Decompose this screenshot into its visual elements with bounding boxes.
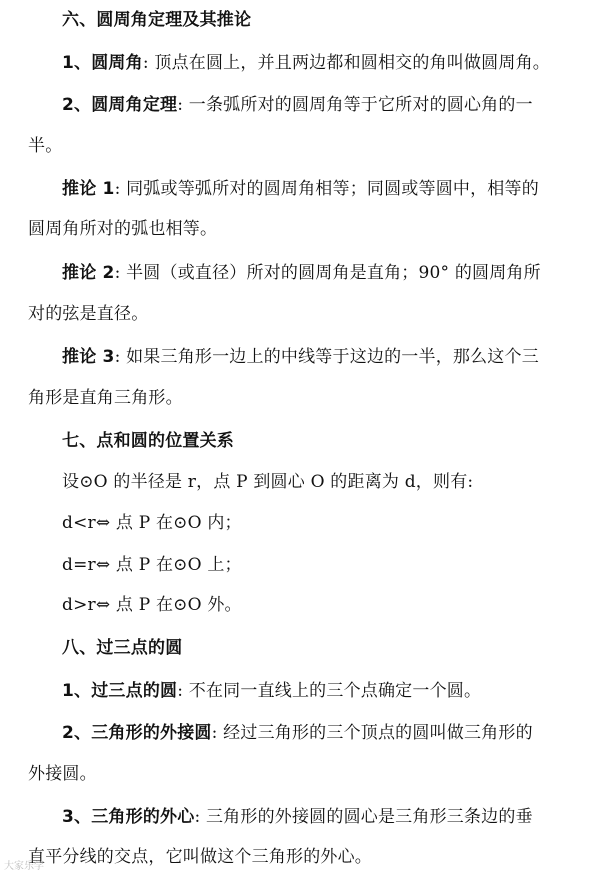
term-text: : 如果三角形一边上的中线等于这边的一半，那么这个三 xyxy=(114,347,539,367)
position-outside: d>r⇔ 点 P 在⊙O 外。 xyxy=(62,595,242,615)
corollary-1 xyxy=(62,177,610,201)
definition-circumcenter-cont: 直平分线的交点，它叫做这个三角形的外心。 xyxy=(28,847,372,867)
theorem-inscribed-angle-cont: 半。 xyxy=(28,136,63,156)
term-label: 2、圆周角定理 xyxy=(62,95,178,115)
corollary-3 xyxy=(62,345,610,369)
definition-circumcircle-cont: 外接圆。 xyxy=(28,764,97,784)
corollary-3-cont: 角形是直角三角形。 xyxy=(28,388,183,408)
term-text: : 经过三角形的三个顶点的圆叫做三角形的 xyxy=(211,723,533,743)
corollary-2-cont: 对的弦是直径。 xyxy=(28,304,149,324)
term-text: : 半圆（或直径）所对的圆周角是直角；90° 的圆周角所 xyxy=(114,263,541,283)
section-6-title: 六、圆周角定理及其推论 xyxy=(62,10,252,30)
term-label: 推论 3 xyxy=(62,347,115,367)
definition-circumcenter xyxy=(62,805,610,829)
position-on: d=r⇔ 点 P 在⊙O 上； xyxy=(62,555,242,575)
definition-inscribed-angle xyxy=(62,51,610,75)
position-intro: 设⊙O 的半径是 r，点 P 到圆心 O 的距离为 d，则有: xyxy=(62,472,474,492)
definition-three-point-circle xyxy=(62,679,610,703)
term-label: 2、三角形的外接圆 xyxy=(62,723,212,743)
corollary-1-cont: 圆周角所对的弧也相等。 xyxy=(28,219,218,239)
term-label: 推论 2 xyxy=(62,263,115,283)
section-7-title: 七、点和圆的位置关系 xyxy=(62,431,234,451)
term-text: : 一条弧所对的圆周角等于它所对的圆心角的一 xyxy=(177,95,533,115)
term-label: 1、圆周角 xyxy=(62,53,143,73)
term-text: : 三角形的外接圆的圆心是三角形三条边的垂 xyxy=(194,807,533,827)
theorem-inscribed-angle xyxy=(62,93,610,117)
corollary-2 xyxy=(62,261,610,285)
term-text: : 同弧或等弧所对的圆周角相等；同圆或等圆中，相等的 xyxy=(114,179,539,199)
section-8-title: 八、过三点的圆 xyxy=(62,638,183,658)
term-text: : 顶点在圆上，并且两边都和圆相交的角叫做圆周角。 xyxy=(142,53,550,73)
position-inside: d<r⇔ 点 P 在⊙O 内； xyxy=(62,513,242,533)
definition-circumcircle xyxy=(62,721,610,745)
watermark: 大家乐学 xyxy=(4,861,44,872)
term-label: 3、三角形的外心 xyxy=(62,807,195,827)
term-label: 推论 1 xyxy=(62,179,115,199)
term-text: : 不在同一直线上的三个点确定一个圆。 xyxy=(177,681,482,701)
term-label: 1、过三点的圆 xyxy=(62,681,178,701)
